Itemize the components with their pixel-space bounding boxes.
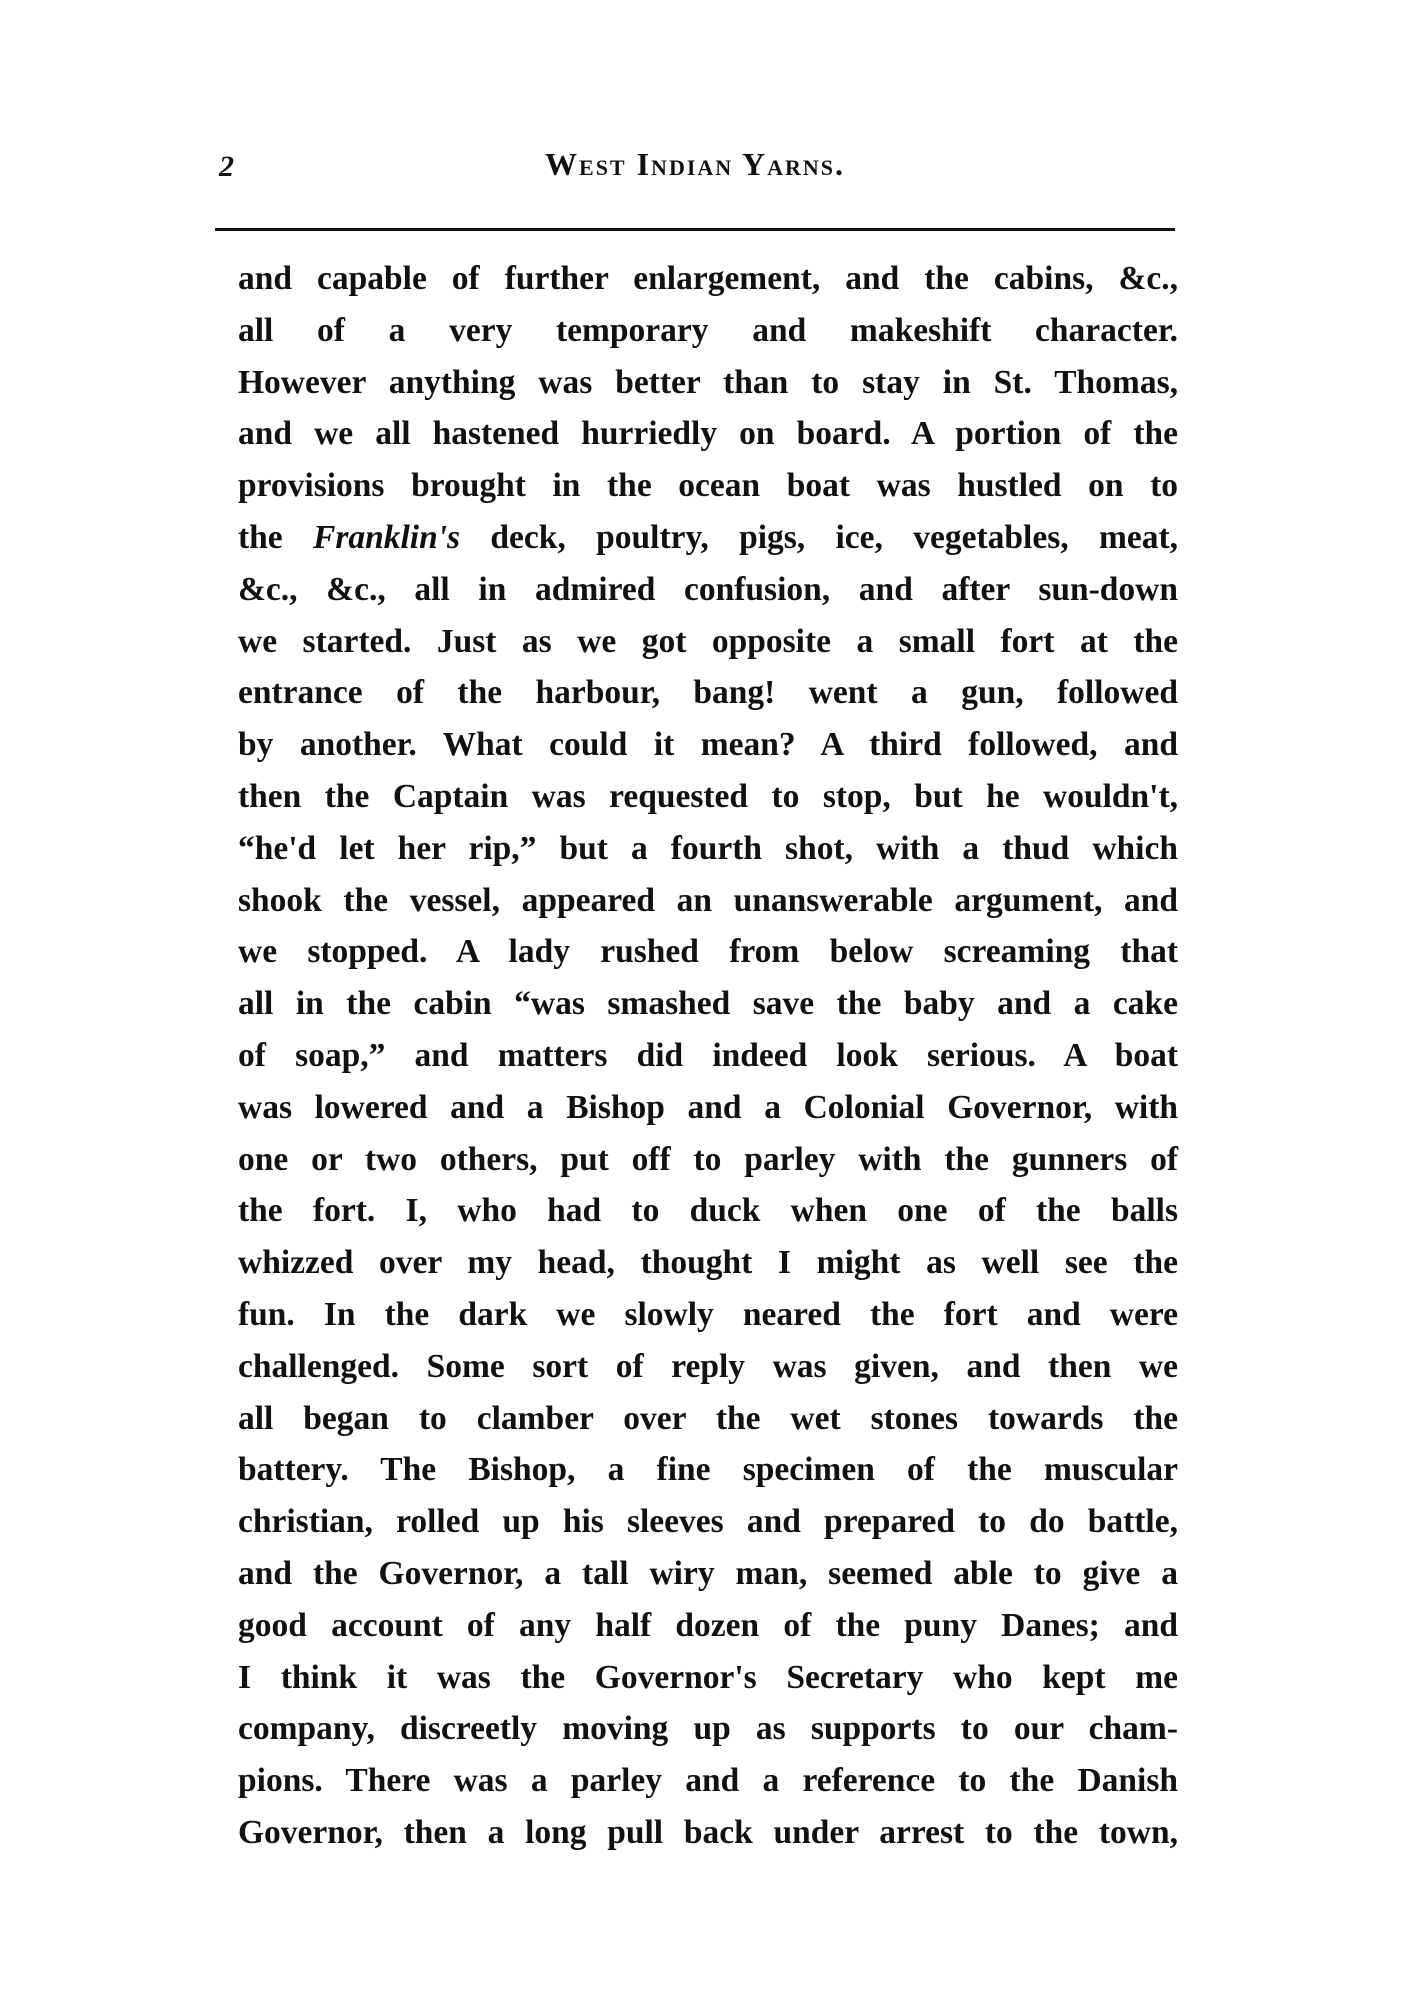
text-line: fun. In the dark we slowly neared the fort and were [238,1295,1178,1333]
text-line: one or two others, put off to parley with the gunners of [238,1140,1178,1178]
text-line: all in the cabin “was smashed save the baby and a cake [238,985,1178,1023]
text-segment: the [238,518,313,556]
text-line: and the Governor, a tall wiry man, seemed able to give a [238,1554,1178,1592]
text-line: battery. The Bishop, a fine specimen of the muscular [238,1451,1178,1489]
header-rule [215,228,1175,231]
text-line: pions. There was a parley and a reference to the Danish [238,1762,1178,1800]
running-head [215,138,1175,188]
text-line: christian, rolled up his sleeves and prepared to do battle, [238,1503,1178,1541]
text-line: However anything was better than to stay in St. Thomas, [238,363,1178,401]
text-line: then the Captain was requested to stop, but he wouldn't, [238,777,1178,815]
text-line: was lowered and a Bishop and a Colonial Governor, with [238,1088,1178,1126]
text-segment: deck, poultry, pigs, ice, vegetables, meat, [460,518,1178,556]
text-line: of soap,” and matters did indeed look serious. A boat [238,1036,1178,1074]
text-line: “he'd let her rip,” but a fourth shot, with a thud which [238,829,1178,867]
text-line: challenged. Some sort of reply was given, and then we [238,1347,1178,1385]
text-line: the fort. I, who had to duck when one of the balls [238,1192,1178,1230]
text-line: &c., &c., all in admired confusion, and after sun-down [238,570,1178,608]
page-number: 2 [219,150,234,183]
text-line: company, discreetly moving up as supports to our cham- [238,1710,1178,1748]
body-text [238,253,1178,1859]
text-line [238,512,1178,564]
text-line: all began to clamber over the wet stones towards the [238,1399,1178,1437]
running-title: West Indian Yarns. [545,146,845,182]
text-line: all of a very temporary and makeshift character. [238,311,1178,349]
text-line: and capable of further enlargement, and the cabins, &c., [238,260,1178,297]
text-line: we started. Just as we got opposite a small fort at the [238,622,1178,660]
text-line: Governor, then a long pull back under arrest to the town, [238,1813,1178,1851]
text-line: I think it was the Governor's Secretary who kept me [238,1658,1178,1696]
text-line: whizzed over my head, thought I might as well see the [238,1244,1178,1282]
text-line: and we all hastened hurriedly on board. A portion of the [238,415,1178,453]
ship-name-italic: Franklin's [312,518,461,556]
text-line: good account of any half dozen of the puny Danes; and [238,1606,1178,1644]
text-line: provisions brought in the ocean boat was hustled on to [238,467,1178,505]
text-line: we stopped. A lady rushed from below screaming that [238,933,1178,971]
text-line: entrance of the harbour, bang! went a gun, followed [238,674,1178,712]
text-line: shook the vessel, appeared an unanswerable argument, and [238,881,1178,919]
text-line: by another. What could it mean? A third followed, and [238,726,1178,764]
